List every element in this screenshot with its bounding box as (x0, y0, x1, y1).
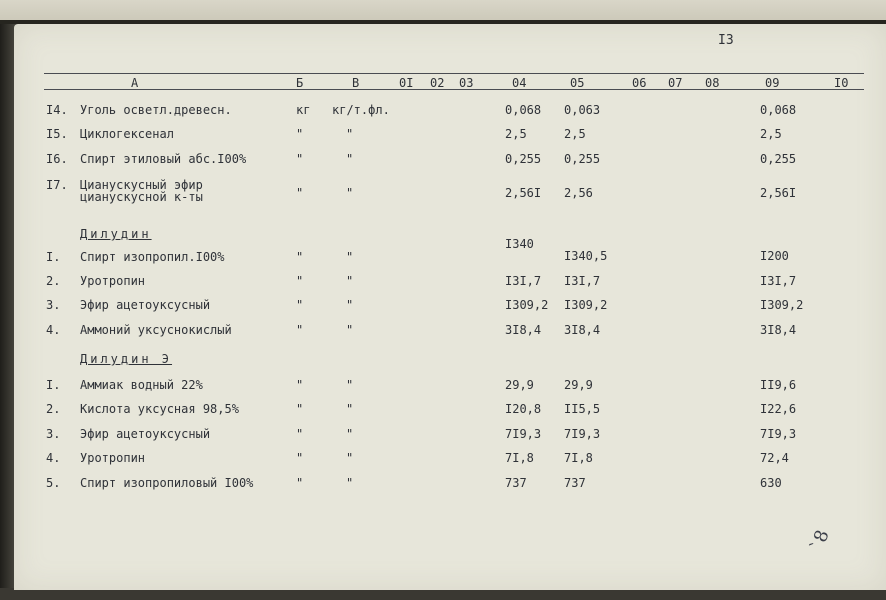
row-unit-v: " (346, 451, 354, 465)
row-value-09: 7I9,3 (760, 427, 797, 441)
row-value-04: 2,5 (505, 127, 527, 141)
row-value-04: 3I8,4 (505, 323, 542, 337)
row-value-04: I3I,7 (505, 274, 542, 288)
row-label: Эфир ацетоуксусный (80, 298, 211, 312)
row-unit-b: " (296, 476, 304, 490)
row-unit-b: " (296, 298, 304, 312)
row-unit-v: кг/т.фл. (332, 103, 390, 117)
row-value-04: 0,068 (505, 103, 542, 117)
row-label: Уротропин (80, 451, 146, 465)
header-top-rule (44, 73, 864, 74)
row-value-04: 29,9 (505, 378, 534, 392)
row-value-09: 630 (760, 476, 782, 490)
row-value-09: 0,068 (760, 103, 797, 117)
table-row (0, 103, 886, 119)
row-label: Спирт изопропиловый I00% (80, 476, 254, 490)
col-header-07: 07 (668, 76, 683, 90)
table-row (0, 127, 886, 143)
row-value-09: 0,255 (760, 152, 797, 166)
row-unit-b: кг (296, 103, 311, 117)
row-label: Аммиак водный 22% (80, 378, 203, 392)
table-row (0, 152, 886, 168)
col-header-v: В (352, 76, 360, 90)
row-label: Спирт изопропил.I00% (80, 250, 225, 264)
row-value-09: I3I,7 (760, 274, 797, 288)
row-number: I7. (46, 178, 68, 192)
row-unit-v: " (346, 402, 354, 416)
row-value-09: 72,4 (760, 451, 789, 465)
row-value-05: 0,063 (564, 103, 601, 117)
row-label: Аммоний уксуснокислый (80, 323, 232, 337)
row-label: Циклогексенал (80, 127, 174, 141)
col-header-05: 05 (570, 76, 585, 90)
row-value-05: 2,56 (564, 186, 593, 200)
row-value-04: 0,255 (505, 152, 542, 166)
col-header-06: 06 (632, 76, 647, 90)
row-value-04: 7I,8 (505, 451, 534, 465)
row-value-04: 7I9,3 (505, 427, 542, 441)
table-row (0, 178, 886, 210)
row-value-05: I340,5 (564, 249, 608, 263)
table-row (0, 323, 886, 339)
row-unit-v: " (346, 127, 354, 141)
row-unit-v: " (346, 323, 354, 337)
row-value-04: I340 (505, 237, 534, 251)
row-unit-b: " (296, 186, 304, 200)
col-header-01: 0I (399, 76, 414, 90)
row-value-09: II9,6 (760, 378, 797, 392)
row-unit-v: " (346, 152, 354, 166)
table-row (0, 451, 886, 467)
row-number: I4. (46, 103, 68, 117)
table-row (0, 402, 886, 418)
row-label: Спирт этиловый абс.I00% (80, 152, 247, 166)
row-label: Уротропин (80, 274, 146, 288)
table-row (0, 298, 886, 314)
col-header-09: 09 (765, 76, 780, 90)
row-value-09: 2,5 (760, 127, 782, 141)
row-number: 4. (46, 451, 61, 465)
row-unit-b: " (296, 378, 304, 392)
row-value-09: I309,2 (760, 298, 804, 312)
row-value-09: 3I8,4 (760, 323, 797, 337)
table-row (0, 476, 886, 492)
row-value-05: II5,5 (564, 402, 601, 416)
col-header-03: 03 (459, 76, 474, 90)
handwritten-mark: ˋ8 (806, 527, 834, 554)
col-header-02: 02 (430, 76, 445, 90)
section-title-diludin: Дилудин (80, 227, 152, 241)
row-number: 3. (46, 427, 61, 441)
row-value-04: I309,2 (505, 298, 549, 312)
row-value-05: I3I,7 (564, 274, 601, 288)
row-value-05: 7I9,3 (564, 427, 601, 441)
row-value-05: 29,9 (564, 378, 593, 392)
row-unit-v: " (346, 250, 354, 264)
row-number: 2. (46, 274, 61, 288)
row-value-05: I309,2 (564, 298, 608, 312)
row-value-05: 0,255 (564, 152, 601, 166)
row-unit-b: " (296, 427, 304, 441)
row-label: Кислота уксусная 98,5% (80, 402, 239, 416)
row-label: Цианускусный эфир (80, 178, 203, 192)
section-title-diludin-e: Дилудин Э (80, 352, 173, 366)
row-unit-b: " (296, 451, 304, 465)
row-number: 2. (46, 402, 61, 416)
row-unit-b: " (296, 152, 304, 166)
row-value-09: I22,6 (760, 402, 797, 416)
table-row (0, 237, 886, 267)
table-row (0, 427, 886, 443)
table-row (0, 274, 886, 290)
row-value-04: I20,8 (505, 402, 542, 416)
row-unit-b: " (296, 323, 304, 337)
row-unit-b: " (296, 402, 304, 416)
row-unit-v: " (346, 476, 354, 490)
col-header-08: 08 (705, 76, 720, 90)
col-header-a: А (131, 76, 139, 90)
row-unit-b: " (296, 250, 304, 264)
row-value-09: 2,56I (760, 186, 797, 200)
row-number: I5. (46, 127, 68, 141)
row-number: I6. (46, 152, 68, 166)
row-value-05: 7I,8 (564, 451, 593, 465)
row-label: Эфир ацетоуксусный (80, 427, 211, 441)
row-unit-v: " (346, 298, 354, 312)
row-label-continued: цианускусной к-ты (80, 190, 203, 204)
row-label: Уголь осветл.древесн. (80, 103, 232, 117)
row-number: I. (46, 250, 61, 264)
page-number: I3 (718, 33, 734, 48)
col-header-10: I0 (834, 76, 849, 90)
row-value-05: 2,5 (564, 127, 586, 141)
table-row (0, 378, 886, 394)
row-unit-b: " (296, 127, 304, 141)
row-number: I. (46, 378, 61, 392)
col-header-04: 04 (512, 76, 527, 90)
row-unit-v: " (346, 186, 354, 200)
row-unit-v: " (346, 274, 354, 288)
row-unit-v: " (346, 378, 354, 392)
row-value-05: 3I8,4 (564, 323, 601, 337)
row-value-04: 2,56I (505, 186, 542, 200)
row-unit-b: " (296, 274, 304, 288)
row-unit-v: " (346, 427, 354, 441)
row-number: 5. (46, 476, 61, 490)
header-bottom-rule (44, 89, 864, 90)
row-value-04: 737 (505, 476, 527, 490)
row-value-09: I200 (760, 249, 789, 263)
row-number: 3. (46, 298, 61, 312)
row-value-05: 737 (564, 476, 586, 490)
col-header-b: Б (296, 76, 304, 90)
row-number: 4. (46, 323, 61, 337)
